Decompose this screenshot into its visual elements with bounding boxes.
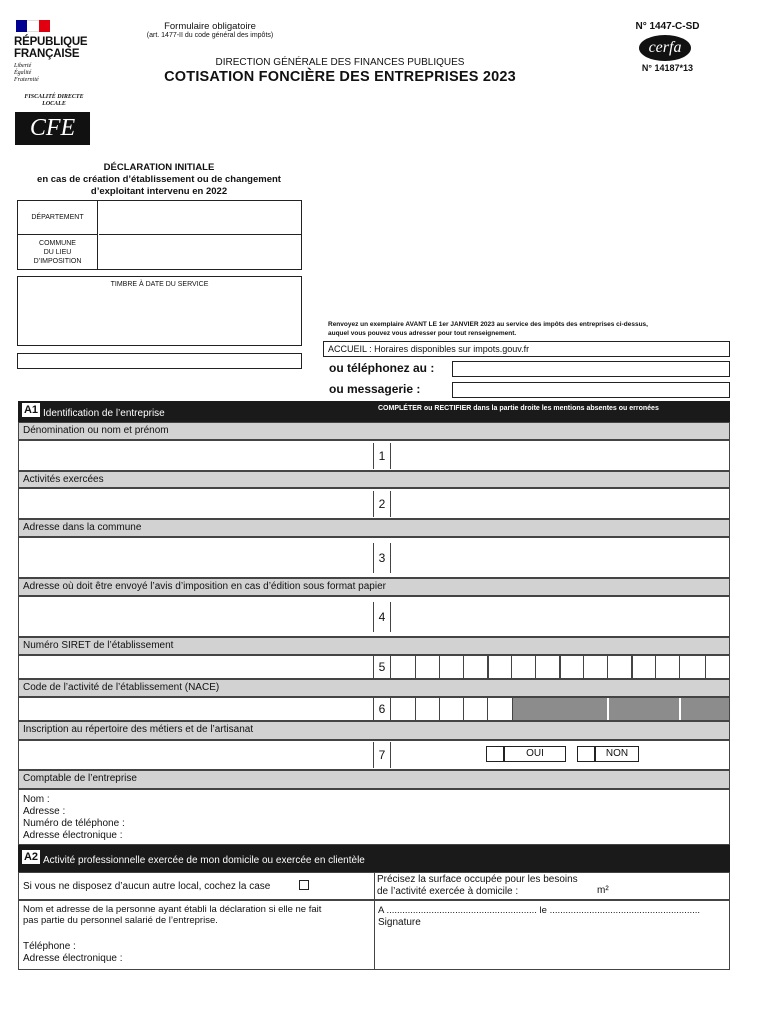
non-checkbox[interactable] (577, 746, 595, 762)
republique-logo (14, 20, 94, 84)
comptable-telephone: Numéro de téléphone : (23, 818, 125, 829)
row-number: 6 (373, 698, 391, 720)
row-label-siret: Numéro SIRET de l’établissement (18, 637, 730, 655)
section-a1-code: A1 (23, 404, 39, 416)
section-a1-title: Identification de l’entreprise (43, 408, 165, 419)
row-adresse-avis (18, 596, 730, 637)
messagerie-input[interactable] (452, 382, 730, 398)
oui-label: OUI (504, 746, 566, 762)
declarant-telephone: Téléphone : (23, 941, 76, 952)
surface-unit: m² (597, 885, 609, 896)
row-label-activites: Activités exercées (18, 471, 730, 488)
shaded-cell (609, 698, 679, 720)
row-label-comptable: Comptable de l’entreprise (18, 770, 730, 789)
row-number: 5 (373, 656, 391, 678)
formulaire-label: Formulaire obligatoire (164, 21, 256, 32)
denomination-current (19, 441, 373, 470)
row-label-adresse-avis: Adresse où doit être envoyé l’avis d’imposition en cas d’édition sous format papier (18, 578, 730, 596)
direction-label: DIRECTION GÉNÉRALE DES FINANCES PUBLIQUES (215, 57, 465, 68)
service-address-field[interactable] (17, 353, 302, 369)
republique-name: RÉPUBLIQUE FRANÇAISE (14, 36, 88, 60)
departement-label: DÉPARTEMENT (31, 214, 84, 221)
commune-label: COMMUNE DU LIEU D’IMPOSITION (33, 240, 82, 265)
row-label-denomination: Dénomination ou nom et prénom (18, 422, 730, 440)
row-number: 4 (373, 602, 391, 632)
row-artisanat (18, 740, 730, 770)
telephone-input[interactable] (452, 361, 730, 377)
page-title: COTISATION FONCIÈRE DES ENTREPRISES 2023 (164, 69, 516, 85)
activites-input[interactable] (391, 489, 729, 518)
timbre-box (17, 276, 302, 346)
renvoi-text: Renvoyez un exemplaire AVANT LE 1er JANVIER 2023 au service des impôts des entreprises ci-dessus, auquel vous pouvez vous adresser pour tout renseignement. (328, 321, 648, 337)
accueil-box: ACCUEIL : Horaires disponibles sur impots.gouv.fr (323, 341, 730, 357)
departement-input[interactable] (99, 201, 301, 235)
no-local-checkbox[interactable] (299, 880, 309, 890)
telephone-label: ou téléphonez au : (329, 361, 435, 375)
comptable-email: Adresse électronique : (23, 830, 123, 841)
cerfa-logo: cerfa (639, 35, 691, 61)
cfe-logo: CFE (15, 112, 90, 145)
shaded-cell (681, 698, 729, 720)
oui-checkbox[interactable] (486, 746, 504, 762)
row-activites (18, 488, 730, 519)
section-a2-code: A2 (23, 851, 39, 863)
a2-row-declarant (18, 900, 730, 970)
comptable-nom: Nom : (23, 794, 50, 805)
declarant-label: Nom et adresse de la personne ayant établi la déclaration si elle ne fait pas partie du personnel salarié de l’entreprise. (23, 904, 322, 926)
signature-area[interactable] (378, 931, 728, 967)
shaded-cell (512, 698, 607, 720)
row-nace (18, 697, 730, 721)
commune-input[interactable] (99, 235, 301, 269)
row-label-nace: Code de l’activité de l’établissement (NACE) (18, 679, 730, 697)
row-number: 2 (373, 491, 391, 517)
comptable-adresse: Adresse : (23, 806, 66, 817)
row-number: 1 (373, 443, 391, 469)
no-local-label: Si vous ne disposez d’aucun autre local, cochez la case (23, 881, 271, 892)
signature-label: Signature (378, 917, 421, 928)
cerfa-number: N° 14187*13 (641, 63, 694, 73)
row-number: 3 (373, 543, 391, 573)
flag-icon (16, 20, 50, 32)
nace-input[interactable] (391, 698, 729, 720)
form-number: N° 1447-C-SD (635, 21, 700, 32)
declaration-title: DÉCLARATION INITIALE en cas de création d’établissement ou de changement d’exploitant intervenu en 2022 (37, 162, 281, 197)
adresse-avis-input[interactable] (391, 597, 729, 636)
adresse-commune-input[interactable] (391, 538, 729, 577)
comptable-box[interactable] (18, 789, 730, 845)
siret-input[interactable] (391, 656, 729, 678)
section-a2-header (18, 845, 730, 872)
row-label-adresse-commune: Adresse dans la commune (18, 519, 730, 537)
section-a1-header (18, 401, 730, 422)
timbre-label: TIMBRE À DATE DU SERVICE (110, 281, 209, 288)
motto: Liberté Égalité Fraternité (14, 63, 39, 83)
surface-label: Précisez la surface occupée pour les besoins de l’activité exercée à domicile : (377, 874, 578, 897)
section-a2-title: Activité professionnelle exercée de mon domicile ou exercée en clientèle (43, 855, 365, 866)
row-number: 7 (373, 742, 391, 768)
fiscalite-label: FISCALITÉ DIRECTE LOCALE (24, 94, 84, 107)
row-adresse-commune (18, 537, 730, 578)
messagerie-label: ou messagerie : (329, 382, 421, 396)
denomination-input[interactable] (391, 441, 729, 470)
section-a1-instruction: COMPLÉTER ou RECTIFIER dans la partie droite les mentions absentes ou erronées (378, 405, 659, 412)
row-label-artisanat: Inscription au répertoire des métiers et de l’artisanat (18, 721, 730, 740)
surface-input[interactable] (544, 885, 594, 897)
non-label: NON (595, 746, 639, 762)
row-siret (18, 655, 730, 679)
article-reference: (art. 1477-II du code général des impôts) (146, 32, 274, 39)
row-denomination (18, 440, 730, 471)
a-le-line[interactable]: A ......................................................... le ......................................................... (378, 905, 701, 916)
location-box (17, 200, 302, 270)
declarant-email: Adresse électronique : (23, 953, 123, 964)
a2-row-local (18, 872, 730, 900)
